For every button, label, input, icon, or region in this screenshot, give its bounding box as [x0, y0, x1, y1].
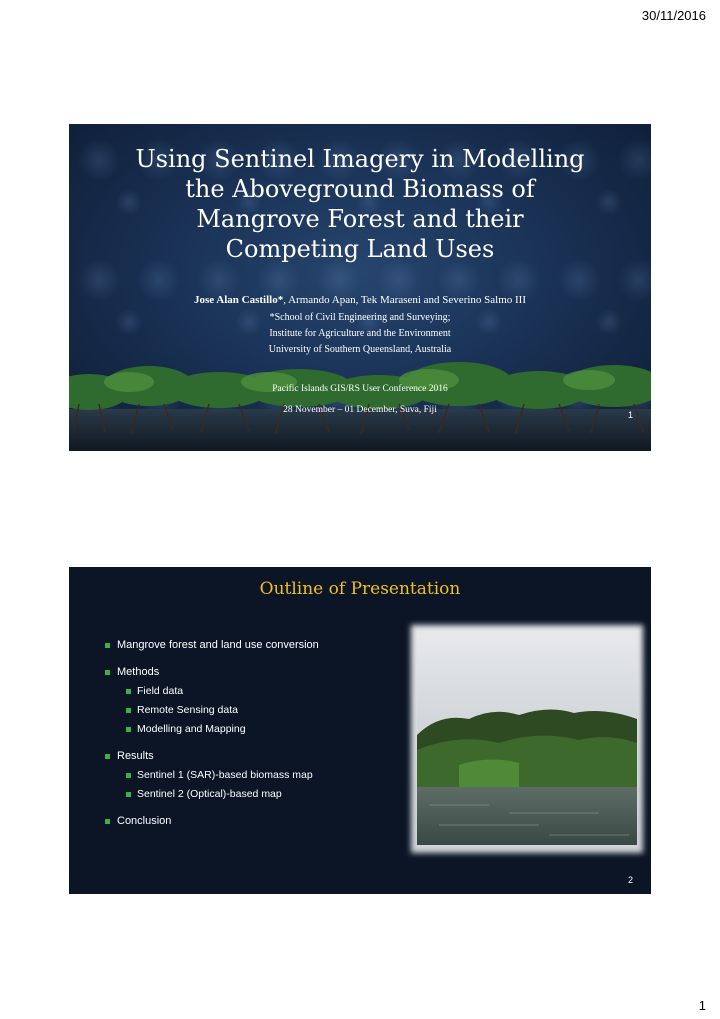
mangrove-illustration — [69, 354, 651, 451]
author-line: Jose Alan Castillo*, Armando Apan, Tek Maraseni and Severino Salmo III — [193, 294, 527, 306]
page-date: 30/11/2016 — [641, 8, 706, 23]
outline-item: Results — [105, 750, 435, 762]
conference-dates: 28 November – 01 December, Suva, Fiji — [283, 405, 437, 415]
bullet-icon — [105, 670, 110, 675]
outline-subitem: Field data — [105, 685, 435, 697]
outline-list — [105, 627, 435, 827]
affiliation-line: Institute for Agriculture and the Environment — [269, 328, 451, 339]
outline-subitem: Sentinel 1 (SAR)-based biomass map — [105, 769, 435, 781]
title-slide — [69, 124, 651, 451]
bullet-icon — [126, 708, 131, 713]
outline-slide — [69, 567, 651, 894]
outline-subitem: Remote Sensing data — [105, 704, 435, 716]
bullet-icon — [126, 773, 131, 778]
slide-number: 1 — [627, 410, 633, 420]
outline-subitem: Modelling and Mapping — [105, 723, 435, 735]
bullet-icon — [105, 643, 110, 648]
mangrove-photo — [399, 615, 649, 863]
outline-item: Conclusion — [105, 815, 435, 827]
bullet-icon — [126, 792, 131, 797]
outline-item: Mangrove forest and land use conversion — [105, 639, 435, 651]
conference-name: Pacific Islands GIS/RS User Conference 2016 — [272, 384, 448, 394]
page-number: 1 — [698, 998, 706, 1013]
affiliation-line: University of Southern Queensland, Australia — [268, 344, 452, 355]
affiliation-line: *School of Civil Engineering and Surveying; — [269, 312, 451, 323]
bullet-icon — [105, 754, 110, 759]
outline-item: Methods — [105, 666, 435, 678]
slide-title: Using Sentinel Imagery in Modelling the Aboveground Biomass of Mangrove Forest and their Competing Land Uses — [135, 145, 585, 263]
slide-number: 2 — [627, 875, 633, 885]
bullet-icon — [126, 689, 131, 694]
bullet-icon — [126, 727, 131, 732]
outline-subitem: Sentinel 2 (Optical)-based map — [105, 788, 435, 800]
bullet-icon — [105, 819, 110, 824]
slide-title: Outline of Presentation — [259, 579, 461, 599]
